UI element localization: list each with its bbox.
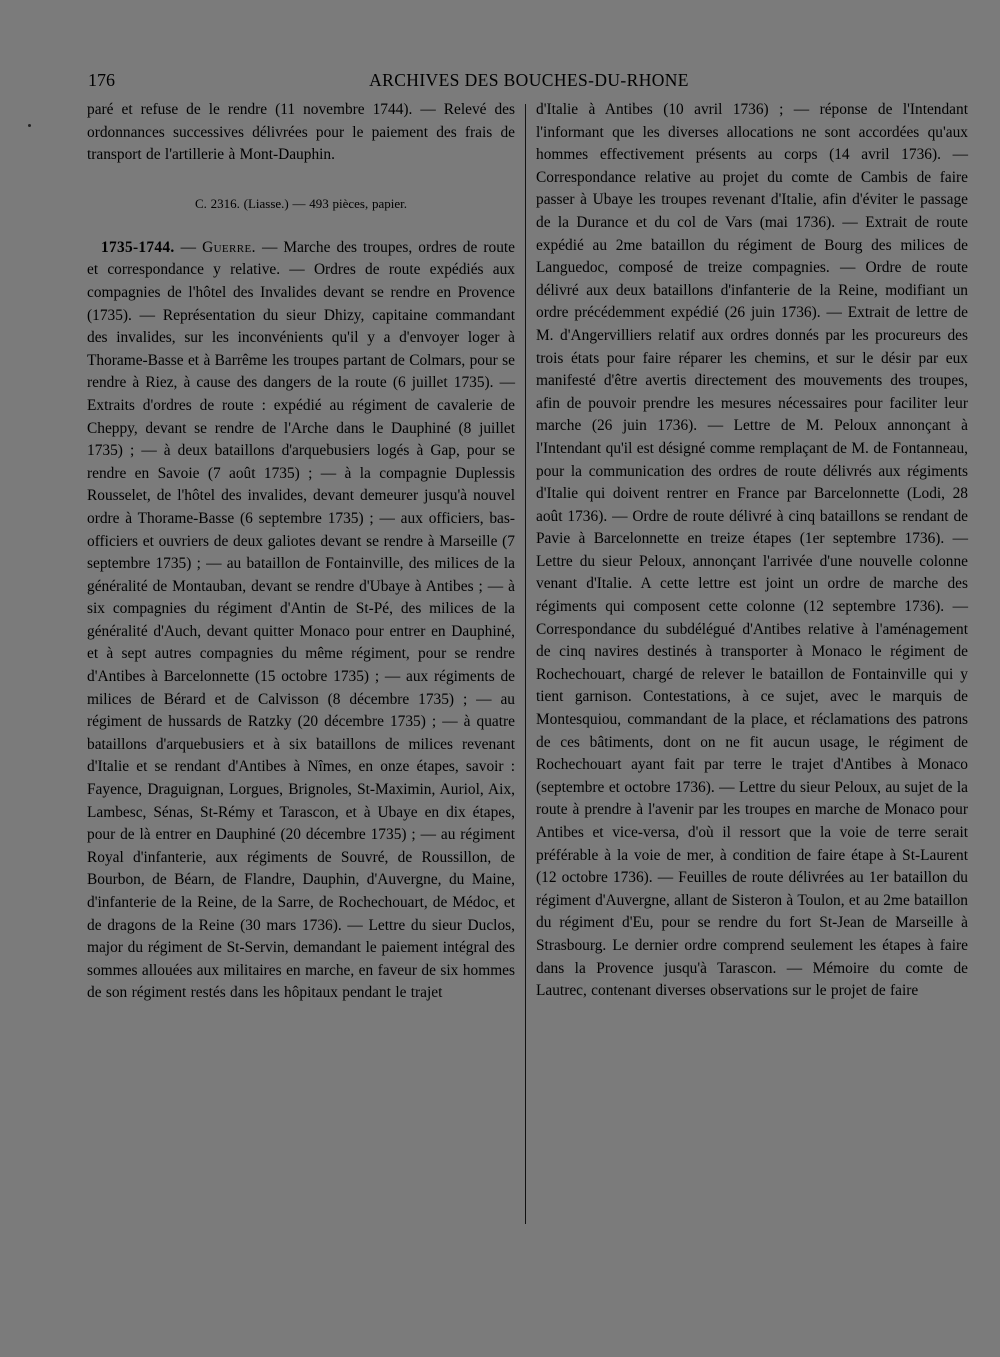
right-column bbox=[536, 99, 968, 1003]
entry-date: 1735-1744. bbox=[101, 238, 175, 256]
entry-text: — Marche des troupes, ordres de route et correspondance y relative. — Ordres de route expédiés aux compagnies de l'hôtel des Invalides devant se rendre en Provence (1735). — Représentation du sieur Dhizy, capitaine commandant des invalides, sur les inconvénients qu'il y a d'envoyer loger à Thorame-Basse et à Barrême les troupes partant de Colmars, pour se rendre à Riez, à cause des dangers de la route (6 juillet 1735). — Extraits d'ordres de route : expédié au régiment de cavalerie de Cheppy, devant se rendre de l'Arche dans le Dauphiné (8 juillet 1735) ; — à deux bataillons d'arquebusiers logés à Gap, pour se rendre en Savoie (7 août 1735) ; — à la compagnie Duplessis Rousselet, de l'hôtel des invalides, devant demeurer jusqu'à nouvel ordre à Thorame-Basse (6 septembre 1735) ; — aux officiers, bas-officiers et ouvriers de deux galiotes devant se rendre à Marseille (7 septembre 1735) ; — au bataillon de Fontainville, des milices de la généralité de Montauban, devant se rendre d'Ubaye à Antibes ; — à six compagnies du régiment d'Antin de St-Pé, des milices de la généralité d'Auch, devant quitter Monaco pour entrer en Dauphiné, et à sept autres compagnies du même régiment, pour se rendre d'Antibes à Barcelonnette (15 octobre 1735) ; — aux régiments de milices de Bérard et de Calvisson (8 décembre 1735) ; — au régiment de hussards de Ratzky (20 décembre 1735) ; — à quatre bataillons d'arquebusiers et à six bataillons de milices revenant d'Italie et se rendant d'Antibes à Nîmes, en onze étapes, savoir : Fayence, Draguignan, Lorgues, Brignoles, St-Maximin, Auriol, Aix, Lambesc, Sénas, St-Rémy et Tarascon, et à Ubaye en dix étapes, pour de là entrer en Dauphiné (20 décembre 1735) ; — au régiment Royal d'infanterie, aux régiments de Souvré, de Roussillon, de Bourbon, de Béarn, de Flandre, Dauphin, d'Auvergne, du Maine, d'infanterie de la Reine, de la Sarre, de Rochechouart, de Médoc, et de dragons de la Reine (30 mars 1736). — Lettre du sieur Duclos, major du régiment de St-Servin, demandant le paiement intégral des sommes allouées aux militaires en marche, en faveur de six hommes de son régiment restés dans les hôpitaux pendant le trajet bbox=[87, 238, 515, 1002]
archive-reference: C. 2316. (Liasse.) — 493 pièces, papier. bbox=[194, 195, 408, 211]
entry-subject: Guerre. bbox=[202, 238, 256, 256]
margin-dot bbox=[28, 124, 31, 127]
column-divider bbox=[525, 104, 526, 1224]
left-column bbox=[87, 99, 515, 1005]
continued-paragraph: paré et refuse de le rendre (11 novembre 1744). — Relevé des ordonnances successives délivrées pour le paiement des frais de transport de l'artillerie à Mont-Dauphin. bbox=[87, 101, 515, 164]
page-number: 176 bbox=[88, 70, 115, 90]
inventory-entry bbox=[87, 237, 515, 1005]
entry-separator: — bbox=[174, 238, 203, 256]
running-title: ARCHIVES DES BOUCHES-DU-RHONE bbox=[369, 70, 689, 90]
right-column-text: d'Italie à Antibes (10 avril 1736) ; — réponse de l'Intendant l'informant que les diverses allocations ne sont accordées qu'aux hommes effectivement présents au corps (14 avril 1736). — Correspondance relative au projet du comte de Cambis de faire passer à Ubaye les troupes revenant d'Italie, afin d'éviter le passage de la Durance et du col de Vars (mai 1736). — Extrait de route expédié au 2me bataillon du régiment de Bourg des milices de Languedoc, composé de treize compagnies. — Ordre de route délivré aux deux bataillons d'infanterie de la Reine, modifiant un ordre précédemment expédié (26 juin 1736). — Extrait de lettre de M. d'Angervilliers relatif aux ordres donnés par les procureurs des trois états pour faire réparer les chemins, et sur le désir par eux manifesté d'être avertis directement des mouvements des troupes, afin de pouvoir prendre les mesures nécessaires pour faciliter leur marche (26 juin 1736). — Lettre de M. Peloux annonçant à l'Intendant qu'il est désigné comme remplaçant de M. de Fontanneau, pour la communication des ordres de route délivrés aux régiments d'Italie qui doivent rentrer en France par Barcelonnette (Lodi, 28 août 1736). — Ordre de route délivré à cinq bataillons se rendant de Pavie à Barcelonnette en treize étapes (1er septembre 1736). — Lettre du sieur Peloux, annonçant l'arrivée d'une nouvelle colonne venant d'Italie. A cette lettre est joint un ordre de marche des régiments qui composent cette colonne (12 septembre 1736). — Correspondance du subdélégué d'Antibes relative à l'aménagement de cinq navires destinés à transporter à Monaco le régiment de Rochechouart, chargé de relever le bataillon de Fontainville qui y tient garnison. Contestations, à ce sujet, avec le marquis de Montesquiou, commandant de la place, et réclamations des patrons de ces bâtiments, dont on ne fit aucun usage, le régiment de Rochechouart ayant fait par terre le trajet d'Antibes à Monaco (septembre et octobre 1736). — Lettre du sieur Peloux, au sujet de la route à prendre à l'avenir par les troupes en marche de Monaco pour Antibes et vice-versa, d'où il ressort que la voie de terre serait préférable à la voie de mer, à condition de faire étape à St-Laurent (12 octobre 1736). — Feuilles de route délivrées au 1er bataillon du régiment d'Auvergne, allant de Sisteron à Toulon, et au 2me bataillon du régiment d'Eu, pour se rendre du fort St-Jean de Marseille à Strasbourg. Le dernier ordre comprend seulement les étapes à faire dans la Provence jusqu'à Tarascon. — Mémoire du comte de Lautrec, contenant diverses observations sur le projet de faire bbox=[536, 101, 968, 1000]
page-header bbox=[88, 70, 970, 96]
